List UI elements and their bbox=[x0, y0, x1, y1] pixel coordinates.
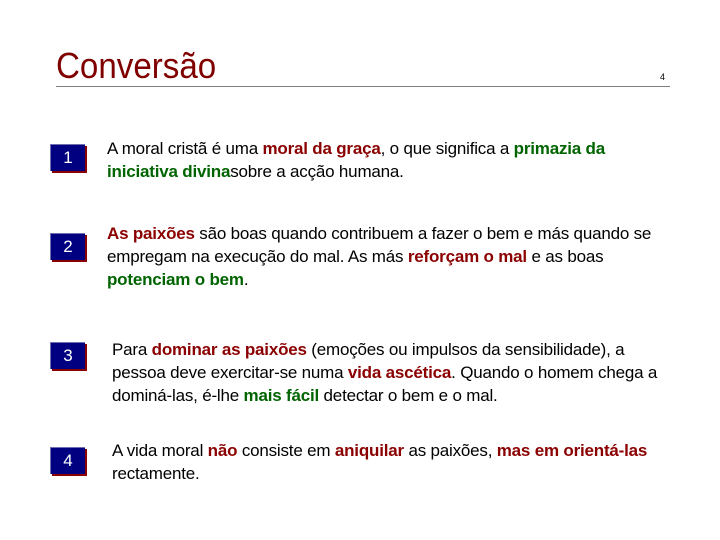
item-2-text-segment: e as boas bbox=[526, 247, 604, 266]
item-2-highlight-potenciam: potenciam o bem bbox=[107, 270, 244, 289]
item-2-highlight-reforcam: reforçam o mal bbox=[407, 247, 527, 266]
item-2-text-segment: . bbox=[243, 270, 249, 289]
item-4-highlight-orienta-las: mas em orientá-las bbox=[496, 441, 648, 460]
item-number-badge-3: 3 bbox=[50, 342, 85, 369]
page-number: 4 bbox=[660, 72, 666, 82]
item-3-highlight-mais-facil: mais fácil bbox=[243, 386, 320, 405]
item-text-2 bbox=[107, 222, 677, 291]
item-text-3 bbox=[112, 338, 682, 407]
item-1-highlight-primazia: primazia da iniciativa divina bbox=[107, 139, 605, 181]
item-1-text-segment: , o que significa a bbox=[380, 139, 514, 158]
item-4-highlight-aniquilar: aniquilar bbox=[334, 441, 404, 460]
item-3-text-segment: Para bbox=[112, 340, 152, 359]
item-text-4 bbox=[112, 439, 682, 485]
item-number-badge-4: 4 bbox=[50, 447, 85, 474]
item-2-text-segment: são boas quando contribuem a fazer o bem e más quando se empregam na execução do mal. As más bbox=[107, 224, 652, 266]
item-3-highlight-dominar: dominar as paixões bbox=[151, 340, 307, 359]
item-4-text-segment: consiste em bbox=[237, 441, 335, 460]
item-4-highlight-nao: não bbox=[207, 441, 238, 460]
item-4-text-segment: A vida moral bbox=[112, 441, 208, 460]
item-number-badge-1: 1 bbox=[50, 144, 85, 171]
item-number-badge-2: 2 bbox=[50, 233, 85, 260]
item-3-highlight-vida-ascetica: vida ascética bbox=[347, 363, 452, 382]
item-3-text-segment: detectar o bem e o mal. bbox=[319, 386, 498, 405]
slide-title: Conversão bbox=[56, 45, 217, 86]
item-3-text-segment: (emoções ou impulsos da sensibilidade), a pessoa deve exercitar-se numa bbox=[112, 340, 625, 382]
item-text-1 bbox=[107, 137, 667, 183]
item-4-text-segment: rectamente. bbox=[112, 464, 200, 483]
item-1-highlight-moral-da-graca: moral da graça bbox=[262, 139, 381, 158]
item-1-text-segment: A moral cristã é uma bbox=[107, 139, 263, 158]
item-2-highlight-as-paixoes: As paixões bbox=[107, 224, 195, 243]
title-underline bbox=[56, 86, 670, 87]
item-4-text-segment: as paixões, bbox=[403, 441, 497, 460]
item-1-text-segment: sobre a acção humana. bbox=[230, 162, 404, 181]
item-3-text-segment: . Quando o homem chega a dominá-las, é-lhe bbox=[112, 363, 658, 405]
